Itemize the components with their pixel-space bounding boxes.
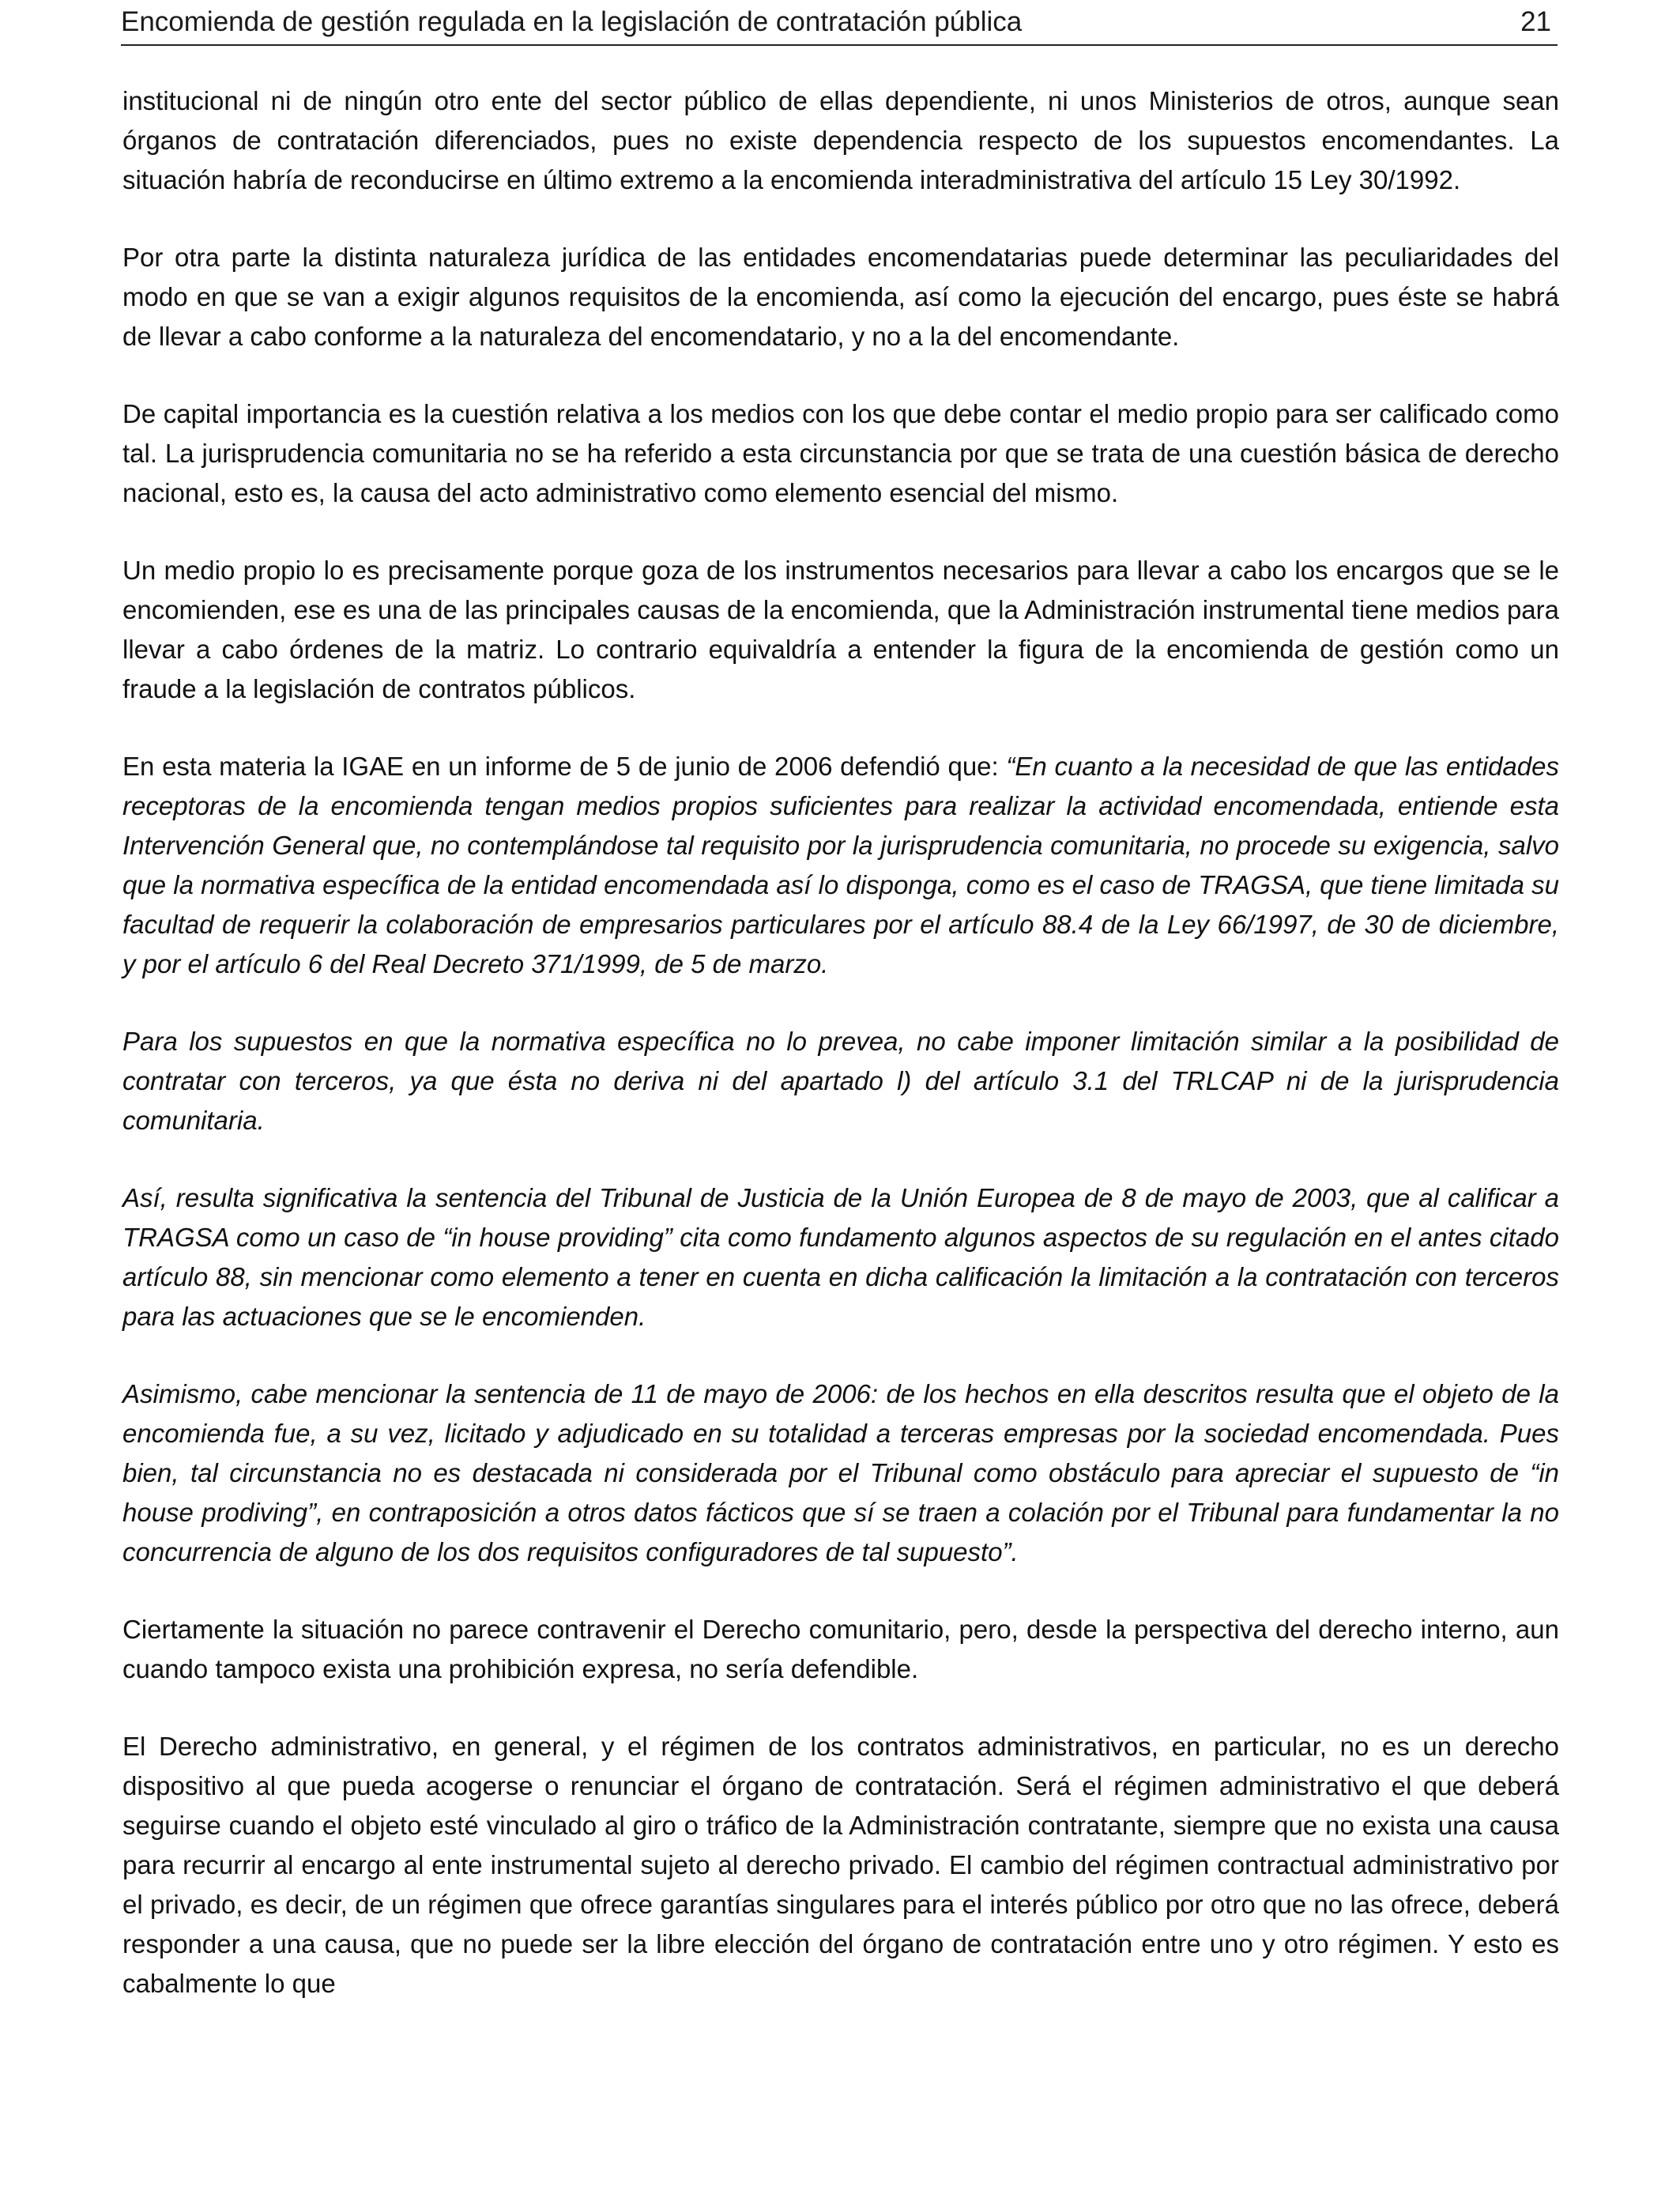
paragraph-2: Por otra parte la distinta naturaleza jurídica de las entidades encomendatarias puede determinar las peculiaridades del modo en que se van a exigir algunos requisitos de la encomienda, así como la ejecución del encargo, pues éste se habrá de llevar a cabo conforme a la naturaleza del encomendatario, y no a la del encomendante. [122,243,1559,351]
paragraph-1: institucional ni de ningún otro ente del sector público de ellas dependiente, ni unos Ministerios de otros, aunque sean órganos de contratación diferenciados, pues no existe dependencia respecto de los supuestos encomendantes. La situación habría de reconducirse en último extremo a la encomienda interadministrativa del artículo 15 Ley 30/1992. [122,86,1559,194]
paragraph-3: De capital importancia es la cuestión relativa a los medios con los que debe contar el medio propio para ser calificado como tal. La jurisprudencia comunitaria no se ha referido a esta circunstancia por que se trata de una cuestión básica de derecho nacional, esto es, la causa del acto administrativo como elemento esencial del mismo. [122,399,1559,507]
paragraph-7: Así, resulta significativa la sentencia del Tribunal de Justicia de la Unión Europea de 8 de mayo de 2003, que al calificar a TRAGSA como un caso de “in house providing” cita como fundamento algunos aspectos de su regulación en el antes citado artículo 88, sin mencionar como elemento a tener en cuenta en dicha calificación la limitación a la contratación con terceros para las actuaciones que se le encomienden. [122,1183,1559,1331]
page-number: 21 [1520,6,1551,37]
paragraph-4: Un medio propio lo es precisamente porque goza de los instrumentos necesarios para llevar a cabo los encargos que se le encomienden, ese es una de las principales causas de la encomienda, que la Administración instrumental tiene medios para llevar a cabo órdenes de la matriz. Lo contrario equivaldría a entender la figura de la encomienda de gestión como un fraude a la legislación de contratos públicos. [122,556,1559,703]
paragraph-5 [122,747,1559,984]
header-title: Encomienda de gestión regulada en la legislación de contratación pública [121,6,1023,37]
paragraph-6: Para los supuestos en que la normativa específica no lo prevea, no cabe imponer limitación similar a la posibilidad de contratar con terceros, ya que ésta no deriva ni del apartado l) del artículo 3.1 del TRLCAP ni de la jurisprudencia comunitaria. [122,1027,1559,1135]
paragraph-8: Asimismo, cabe mencionar la sentencia de 11 de mayo de 2006: de los hechos en ella descritos resulta que el objeto de la encomienda fue, a su vez, licitado y adjudicado en su totalidad a terceras empresas por la sociedad encomendada. Pues bien, tal circunstancia no es destacada ni considerada por el Tribunal como obstáculo para apreciar el supuesto de “in house prodiving”, en contraposición a otros datos fácticos que sí se traen a colación por el Tribunal para fundamentar la no concurrencia de alguno de los dos requisitos configuradores de tal supuesto”. [122,1379,1559,1566]
page-header [121,0,1558,46]
document-body [122,81,1559,2041]
paragraph-10: El Derecho administrativo, en general, y el régimen de los contratos administrativos, en particular, no es un derecho dispositivo al que pueda acogerse o renunciar el órgano de contratación. Será el régimen administrativo el que deberá seguirse cuando el objeto esté vinculado al giro o tráfico de la Administración contratante, siempre que no exista una causa para recurrir al encargo al ente instrumental sujeto al derecho privado. El cambio del régimen contractual administrativo por el privado, es decir, de un régimen que ofrece garantías singulares para el interés público por otro que no las ofrece, deberá responder a una causa, que no puede ser la libre elección del órgano de contratación entre uno y otro régimen. Y esto es cabalmente lo que [122,1732,1559,1998]
paragraph-9: Ciertamente la situación no parece contravenir el Derecho comunitario, pero, desde la perspectiva del derecho interno, aun cuando tampoco exista una prohibición expresa, no sería defendible. [122,1615,1559,1683]
paragraph-5-quote: “En cuanto a la necesidad de que las entidades receptoras de la encomienda tengan medios propios suficientes para realizar la actividad encomendada, entiende esta Intervención General que, no contemplándose tal requisito por la jurisprudencia comunitaria, no procede su exigencia, salvo que la normativa específica de la entidad encomendada así lo disponga, como es el caso de TRAGSA, que tiene limitada su facultad de requerir la colaboración de empresarios particulares por el artículo 88.4 de la Ley 66/1997, de 30 de diciembre, y por el artículo 6 del Real Decreto 371/1999, de 5 de marzo. [122,752,1559,978]
paragraph-5-intro: En esta materia la IGAE en un informe de 5 de junio de 2006 defendió que: [122,752,1007,781]
